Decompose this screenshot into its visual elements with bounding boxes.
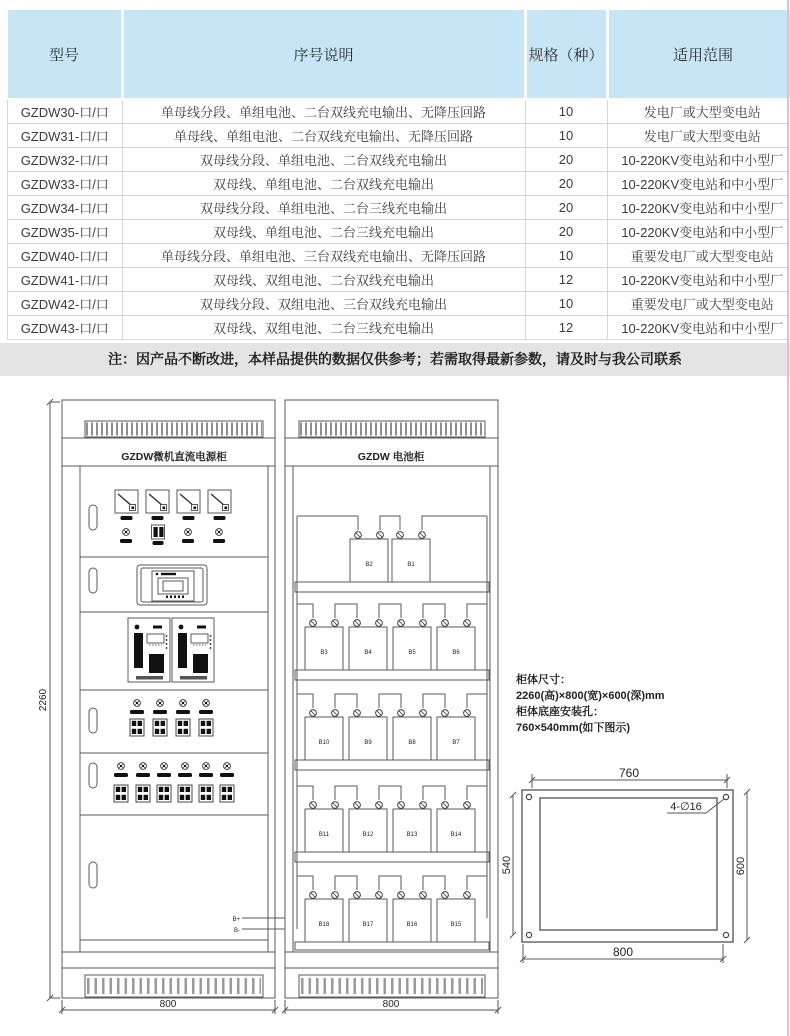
- spec-line-3: 柜体底座安装孔：: [516, 706, 604, 718]
- cell-model: GZDW40-口/口: [8, 244, 123, 268]
- header-description: 序号说明: [122, 10, 525, 99]
- cell-model: GZDW34-口/口: [8, 196, 123, 220]
- cell-description: 双母线、单组电池、二台双线充电输出: [122, 172, 525, 196]
- cell-spec: 10: [525, 99, 607, 124]
- battery-label: B8: [408, 740, 416, 746]
- cell-description: 双母线分段、双组电池、三台双线充电输出: [122, 292, 525, 316]
- header-range: 适用范围: [607, 10, 790, 99]
- battery-label: B6: [452, 650, 460, 656]
- battery-label: B2: [365, 562, 373, 568]
- cell-description: 双母线分段、单组电池、二台双线充电输出: [122, 148, 525, 172]
- cell-range: 重要发电厂或大型变电站: [607, 244, 790, 268]
- table-row: [8, 99, 790, 124]
- cell-spec: 20: [525, 172, 607, 196]
- cell-spec: 20: [525, 148, 607, 172]
- terminal-b-minus-label: B-: [234, 928, 240, 934]
- mount-top-dimension: 760: [618, 766, 640, 780]
- cell-range: 10-220KV变电站和中小型厂: [607, 172, 790, 196]
- model-table-header: [8, 10, 790, 99]
- cell-description: 单母线分段、单组电池、二台双线充电输出、无降压回路: [122, 99, 525, 124]
- cell-range: 10-220KV变电站和中小型厂: [607, 316, 790, 340]
- battery-label: B15: [450, 922, 462, 928]
- cell-range: 发电厂或大型变电站: [607, 99, 790, 124]
- cell-model: GZDW43-口/口: [8, 316, 123, 340]
- spec-line-2: 2260(高)×800(宽)×600(深)mm: [516, 690, 665, 702]
- spec-line-1: 柜体尺寸：: [516, 674, 571, 686]
- mount-bottom-dimension: 800: [612, 945, 634, 959]
- table-row: [8, 268, 790, 292]
- door-handle: [89, 708, 97, 733]
- table-row: [8, 196, 790, 220]
- header-model: 型号: [8, 10, 123, 99]
- battery-label: B5: [408, 650, 416, 656]
- battery-label: B9: [364, 740, 372, 746]
- model-table: [7, 10, 790, 340]
- door-handle: [89, 505, 97, 530]
- door-handle: [89, 568, 97, 593]
- table-row: [8, 292, 790, 316]
- cell-spec: 12: [525, 268, 607, 292]
- cell-spec: 10: [525, 244, 607, 268]
- door-handle: [89, 763, 97, 788]
- battery-label: B12: [362, 832, 374, 838]
- terminal-b-plus-label: B+: [232, 917, 240, 923]
- cell-model: GZDW35-口/口: [8, 220, 123, 244]
- table-row: [8, 244, 790, 268]
- power-cabinet-title: GZDW微机直流电源柜: [121, 451, 227, 463]
- cell-spec: 12: [525, 316, 607, 340]
- table-row: [8, 124, 790, 148]
- cell-spec: 10: [525, 124, 607, 148]
- battery-cabinet-drawing: [285, 400, 498, 998]
- battery-label: B4: [364, 650, 372, 656]
- battery-label: B16: [406, 922, 418, 928]
- left-cabinet-width-dimension: 800: [159, 999, 177, 1010]
- cell-model: GZDW31-口/口: [8, 124, 123, 148]
- battery-label: B13: [406, 832, 418, 838]
- table-row: [8, 172, 790, 196]
- battery-label: B18: [318, 922, 330, 928]
- table-row: [8, 148, 790, 172]
- cell-model: GZDW32-口/口: [8, 148, 123, 172]
- right-cabinet-width-dimension: 800: [382, 999, 400, 1010]
- base-mounting-diagram: [501, 766, 750, 963]
- door-handle: [89, 862, 97, 888]
- height-dimension: 2260: [38, 688, 49, 712]
- cell-range: 10-220KV变电站和中小型厂: [607, 196, 790, 220]
- cell-model: GZDW41-口/口: [8, 268, 123, 292]
- battery-label: B11: [318, 832, 330, 838]
- cell-range: 发电厂或大型变电站: [607, 124, 790, 148]
- cell-spec: 10: [525, 292, 607, 316]
- cell-range: 10-220KV变电站和中小型厂: [607, 148, 790, 172]
- cell-description: 双母线、双组电池、二台三线充电输出: [122, 316, 525, 340]
- cell-description: 双母线分段、单组电池、二台三线充电输出: [122, 196, 525, 220]
- battery-label: B7: [452, 740, 460, 746]
- mount-holes-callout: 4-∅16: [670, 801, 702, 813]
- battery-cabinet-title: GZDW 电池柜: [357, 451, 425, 463]
- cell-spec: 20: [525, 220, 607, 244]
- cabinet-technical-drawing: [0, 386, 790, 1036]
- cell-range: 10-220KV变电站和中小型厂: [607, 220, 790, 244]
- battery-label: B3: [320, 650, 328, 656]
- battery-label: B10: [318, 740, 330, 746]
- cell-model: GZDW33-口/口: [8, 172, 123, 196]
- table-row: [8, 220, 790, 244]
- mount-right-dimension: 600: [735, 856, 747, 876]
- model-table-body: [8, 99, 790, 340]
- cabinet-spec-text: [516, 672, 665, 734]
- battery-label: B1: [407, 562, 415, 568]
- spec-line-4: 760×540mm(如下图示): [516, 722, 631, 734]
- cell-range: 10-220KV变电站和中小型厂: [607, 268, 790, 292]
- cell-model: GZDW30-口/口: [8, 99, 123, 124]
- page-edge-decoration: [787, 0, 789, 1036]
- cell-spec: 20: [525, 196, 607, 220]
- monitor-panel: [137, 565, 207, 605]
- mount-left-dimension: 540: [501, 855, 513, 875]
- battery-label: B17: [362, 922, 374, 928]
- cell-description: 双母线、单组电池、二台三线充电输出: [122, 220, 525, 244]
- cell-description: 单母线、单组电池、二台双线充电输出、无降压回路: [122, 124, 525, 148]
- table-row: [8, 316, 790, 340]
- cell-range: 重要发电厂或大型变电站: [607, 292, 790, 316]
- cell-model: GZDW42-口/口: [8, 292, 123, 316]
- cell-description: 单母线分段、单组电池、三台双线充电输出、无降压回路: [122, 244, 525, 268]
- cell-description: 双母线、双组电池、二台双线充电输出: [122, 268, 525, 292]
- header-spec: 规格（种）: [525, 10, 607, 99]
- battery-label: B14: [450, 832, 462, 838]
- note-bar: 注：因产品不断改进，本样品提供的数据仅供参考；若需取得最新参数，请及时与我公司联系: [0, 343, 790, 376]
